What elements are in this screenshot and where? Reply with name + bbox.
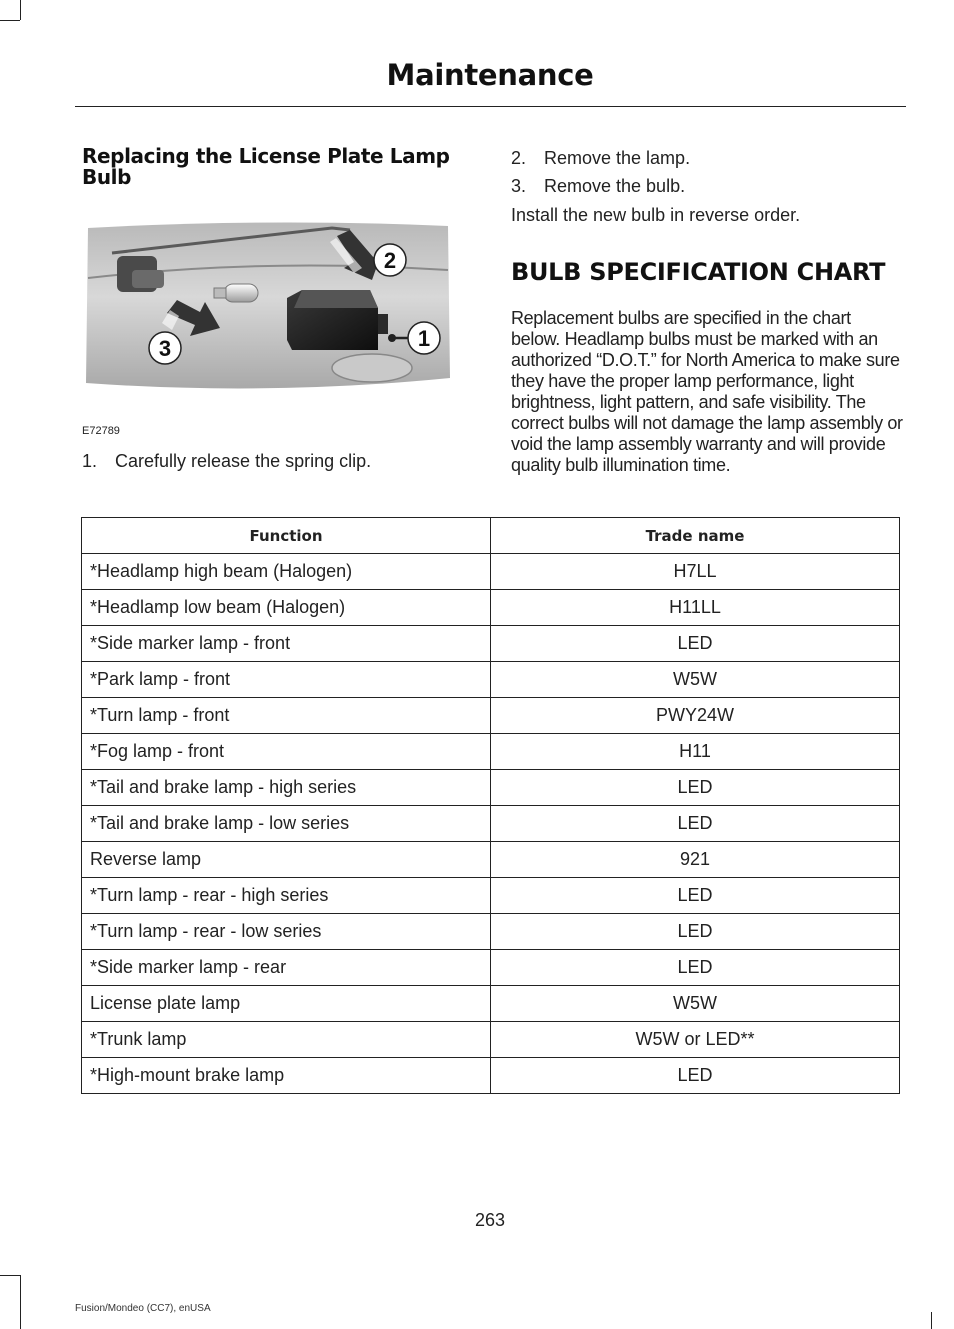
right-column bbox=[511, 146, 903, 476]
column-header-function: Function bbox=[82, 518, 491, 554]
step-3 bbox=[511, 174, 903, 198]
function-cell: *Turn lamp - rear - high series bbox=[82, 878, 491, 914]
page-title: Maintenance bbox=[386, 58, 594, 92]
trade-name-cell: W5W bbox=[491, 986, 900, 1022]
step-text: Remove the lamp. bbox=[544, 148, 691, 168]
crop-mark bbox=[20, 1275, 21, 1329]
step-number: 3. bbox=[511, 176, 527, 196]
trade-name-cell: LED bbox=[491, 914, 900, 950]
trade-name-cell: H7LL bbox=[491, 554, 900, 590]
callout-2: 2 bbox=[383, 248, 397, 273]
title-divider bbox=[75, 106, 906, 107]
trade-name-cell: H11 bbox=[491, 734, 900, 770]
trade-name-cell: 921 bbox=[491, 842, 900, 878]
license-plate-lamp-illustration bbox=[82, 218, 454, 396]
function-cell: *Turn lamp - rear - low series bbox=[82, 914, 491, 950]
table-row bbox=[82, 1022, 900, 1058]
trade-name-cell: W5W bbox=[491, 662, 900, 698]
trade-name-cell: PWY24W bbox=[491, 698, 900, 734]
table-row bbox=[82, 662, 900, 698]
table-row bbox=[82, 698, 900, 734]
function-cell: *Park lamp - front bbox=[82, 662, 491, 698]
left-column bbox=[82, 146, 477, 188]
crop-mark bbox=[20, 0, 21, 20]
function-cell: *Tail and brake lamp - low series bbox=[82, 806, 491, 842]
chart-heading: BULB SPECIFICATION CHART bbox=[511, 258, 886, 286]
section-heading: Replacing the License Plate Lamp Bulb bbox=[82, 144, 450, 189]
function-cell: *Trunk lamp bbox=[82, 1022, 491, 1058]
table-row bbox=[82, 590, 900, 626]
bulb-specification-table bbox=[81, 517, 900, 1094]
function-cell: *Tail and brake lamp - high series bbox=[82, 770, 491, 806]
table-row bbox=[82, 878, 900, 914]
function-cell: *Side marker lamp - rear bbox=[82, 950, 491, 986]
function-cell: *Headlamp low beam (Halogen) bbox=[82, 590, 491, 626]
lamp-diagram bbox=[82, 218, 454, 396]
table-row bbox=[82, 734, 900, 770]
crop-mark bbox=[0, 20, 20, 21]
table-row bbox=[82, 770, 900, 806]
callout-3: 3 bbox=[158, 336, 172, 361]
function-cell: *High-mount brake lamp bbox=[82, 1058, 491, 1094]
column-header-trade-name: Trade name bbox=[491, 518, 900, 554]
install-instruction: Install the new bulb in reverse order. bbox=[511, 205, 801, 225]
table-row bbox=[82, 950, 900, 986]
function-cell: *Headlamp high beam (Halogen) bbox=[82, 554, 491, 590]
trade-name-cell: W5W or LED** bbox=[491, 1022, 900, 1058]
step-number: 2. bbox=[511, 148, 527, 168]
figure-id: E72789 bbox=[82, 425, 120, 437]
table-row bbox=[82, 1058, 900, 1094]
trade-name-cell: LED bbox=[491, 770, 900, 806]
table-row bbox=[82, 842, 900, 878]
trade-name-cell: LED bbox=[491, 626, 900, 662]
step-1 bbox=[82, 451, 371, 472]
footer-edition: Fusion/Mondeo (CC7), enUSA bbox=[75, 1303, 211, 1314]
table-row bbox=[82, 806, 900, 842]
step-2 bbox=[511, 146, 903, 170]
step-text: Carefully release the spring clip. bbox=[115, 451, 372, 471]
callout-1: 1 bbox=[417, 326, 431, 351]
table-row bbox=[82, 914, 900, 950]
chart-intro-paragraph: Replacement bulbs are specified in the chart below. Headlamp bulbs must be marked with an authorized “D.O.T.” for North America to make sure they have the proper lamp performance, light brightness, light pattern, and safe visibility. The correct bulbs will not damage the lamp assembly or void the lamp assembly warranty and will provide quality bulb illumination time. bbox=[511, 308, 903, 475]
crop-mark bbox=[0, 1275, 20, 1276]
table-header-row bbox=[82, 518, 900, 554]
trade-name-cell: H11LL bbox=[491, 590, 900, 626]
function-cell: *Side marker lamp - front bbox=[82, 626, 491, 662]
function-cell: License plate lamp bbox=[82, 986, 491, 1022]
trade-name-cell: LED bbox=[491, 878, 900, 914]
trade-name-cell: LED bbox=[491, 1058, 900, 1094]
function-cell: *Fog lamp - front bbox=[82, 734, 491, 770]
crop-mark bbox=[931, 1312, 932, 1329]
step-number: 1. bbox=[82, 451, 98, 471]
trade-name-cell: LED bbox=[491, 950, 900, 986]
table-row bbox=[82, 554, 900, 590]
table-row bbox=[82, 626, 900, 662]
trade-name-cell: LED bbox=[491, 806, 900, 842]
function-cell: Reverse lamp bbox=[82, 842, 491, 878]
page-number: 263 bbox=[474, 1210, 506, 1230]
step-text: Remove the bulb. bbox=[544, 176, 686, 196]
table-row bbox=[82, 986, 900, 1022]
function-cell: *Turn lamp - front bbox=[82, 698, 491, 734]
